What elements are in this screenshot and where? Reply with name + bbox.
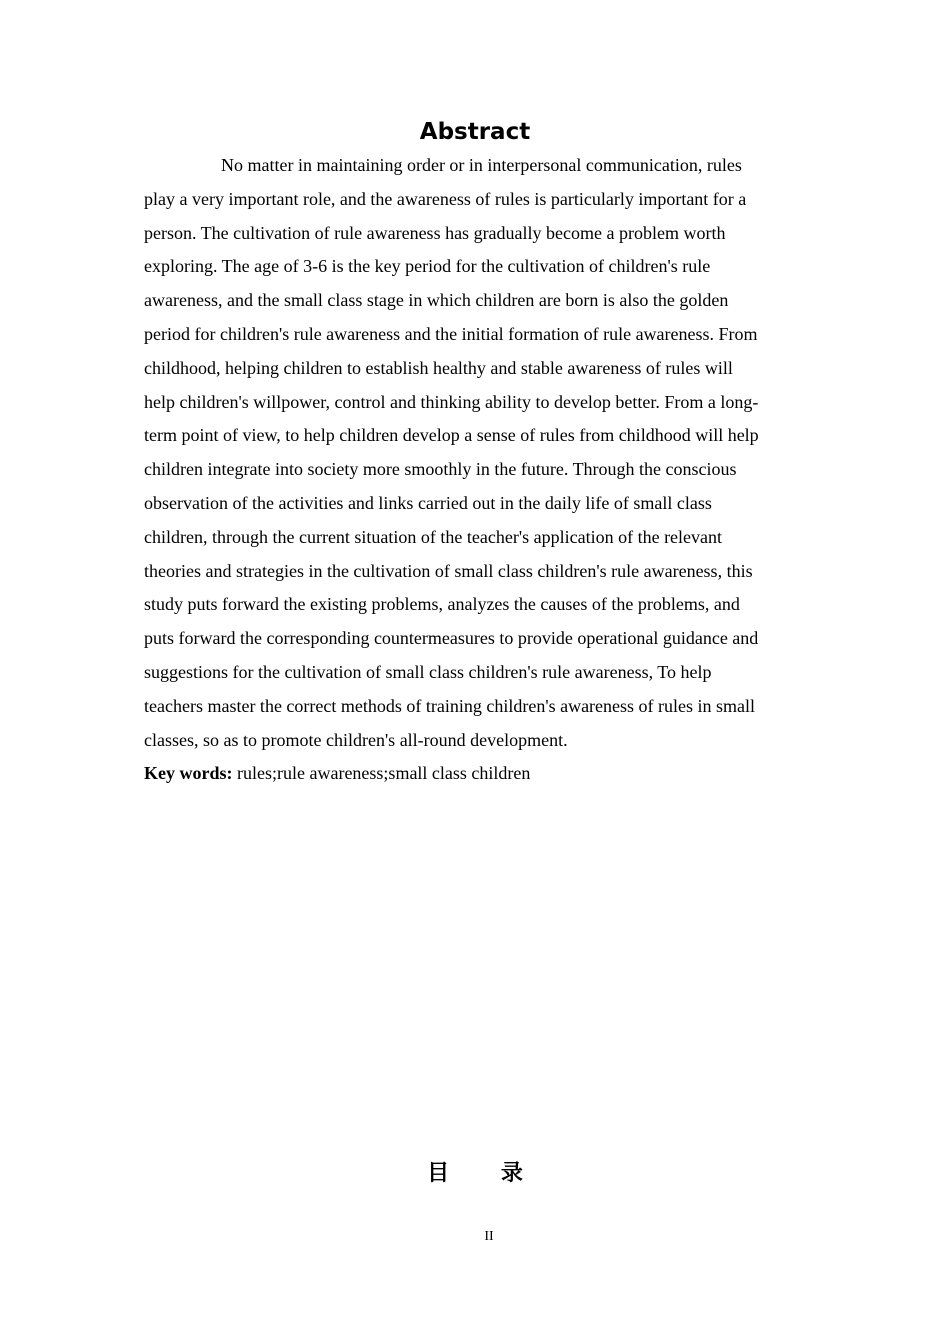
- abstract-line: help children's willpower, control and thinking ability to develop better. From a long-: [144, 391, 759, 412]
- abstract-line: childhood, helping children to establish healthy and stable awareness of rules will: [144, 357, 733, 378]
- abstract-line: No matter in maintaining order or in interpersonal communication, rules: [221, 155, 742, 175]
- abstract-line: classes, so as to promote children's all-round development.: [144, 729, 568, 750]
- abstract-title: Abstract: [419, 119, 531, 145]
- abstract-line: observation of the activities and links carried out in the daily life of small class: [144, 492, 712, 513]
- abstract-body: [144, 149, 800, 757]
- abstract-line: play a very important role, and the awareness of rules is particularly important for a: [144, 188, 747, 209]
- abstract-line: teachers master the correct methods of training children's awareness of rules in small: [144, 695, 756, 716]
- abstract-line: theories and strategies in the cultivation of small class children's rule awareness, this: [144, 560, 753, 581]
- toc-title: 目 录: [427, 1161, 523, 1186]
- abstract-line: term point of view, to help children develop a sense of rules from childhood will help: [144, 425, 759, 446]
- abstract-line: exploring. The age of 3-6 is the key period for the cultivation of children's rule: [144, 256, 711, 277]
- abstract-line: awareness, and the small class stage in which children are born is also the golden: [144, 290, 729, 311]
- page-number: II: [484, 1229, 494, 1244]
- keywords: [144, 757, 530, 791]
- abstract-line: children integrate into society more smoothly in the future. Through the conscious: [144, 459, 737, 480]
- abstract-line: person. The cultivation of rule awareness has gradually become a problem worth: [144, 222, 726, 243]
- keywords-value: rules;rule awareness;small class children: [232, 763, 531, 783]
- abstract-line: period for children's rule awareness and the initial formation of rule awareness. From: [144, 323, 758, 344]
- abstract-line: puts forward the corresponding countermeasures to provide operational guidance and: [144, 628, 759, 649]
- keywords-label: Key words:: [144, 763, 233, 783]
- abstract-line: children, through the current situation of the teacher's application of the relevant: [144, 526, 723, 547]
- abstract-line: suggestions for the cultivation of small class children's rule awareness, To help: [144, 661, 712, 682]
- abstract-line: study puts forward the existing problems, analyzes the causes of the problems, and: [144, 594, 740, 615]
